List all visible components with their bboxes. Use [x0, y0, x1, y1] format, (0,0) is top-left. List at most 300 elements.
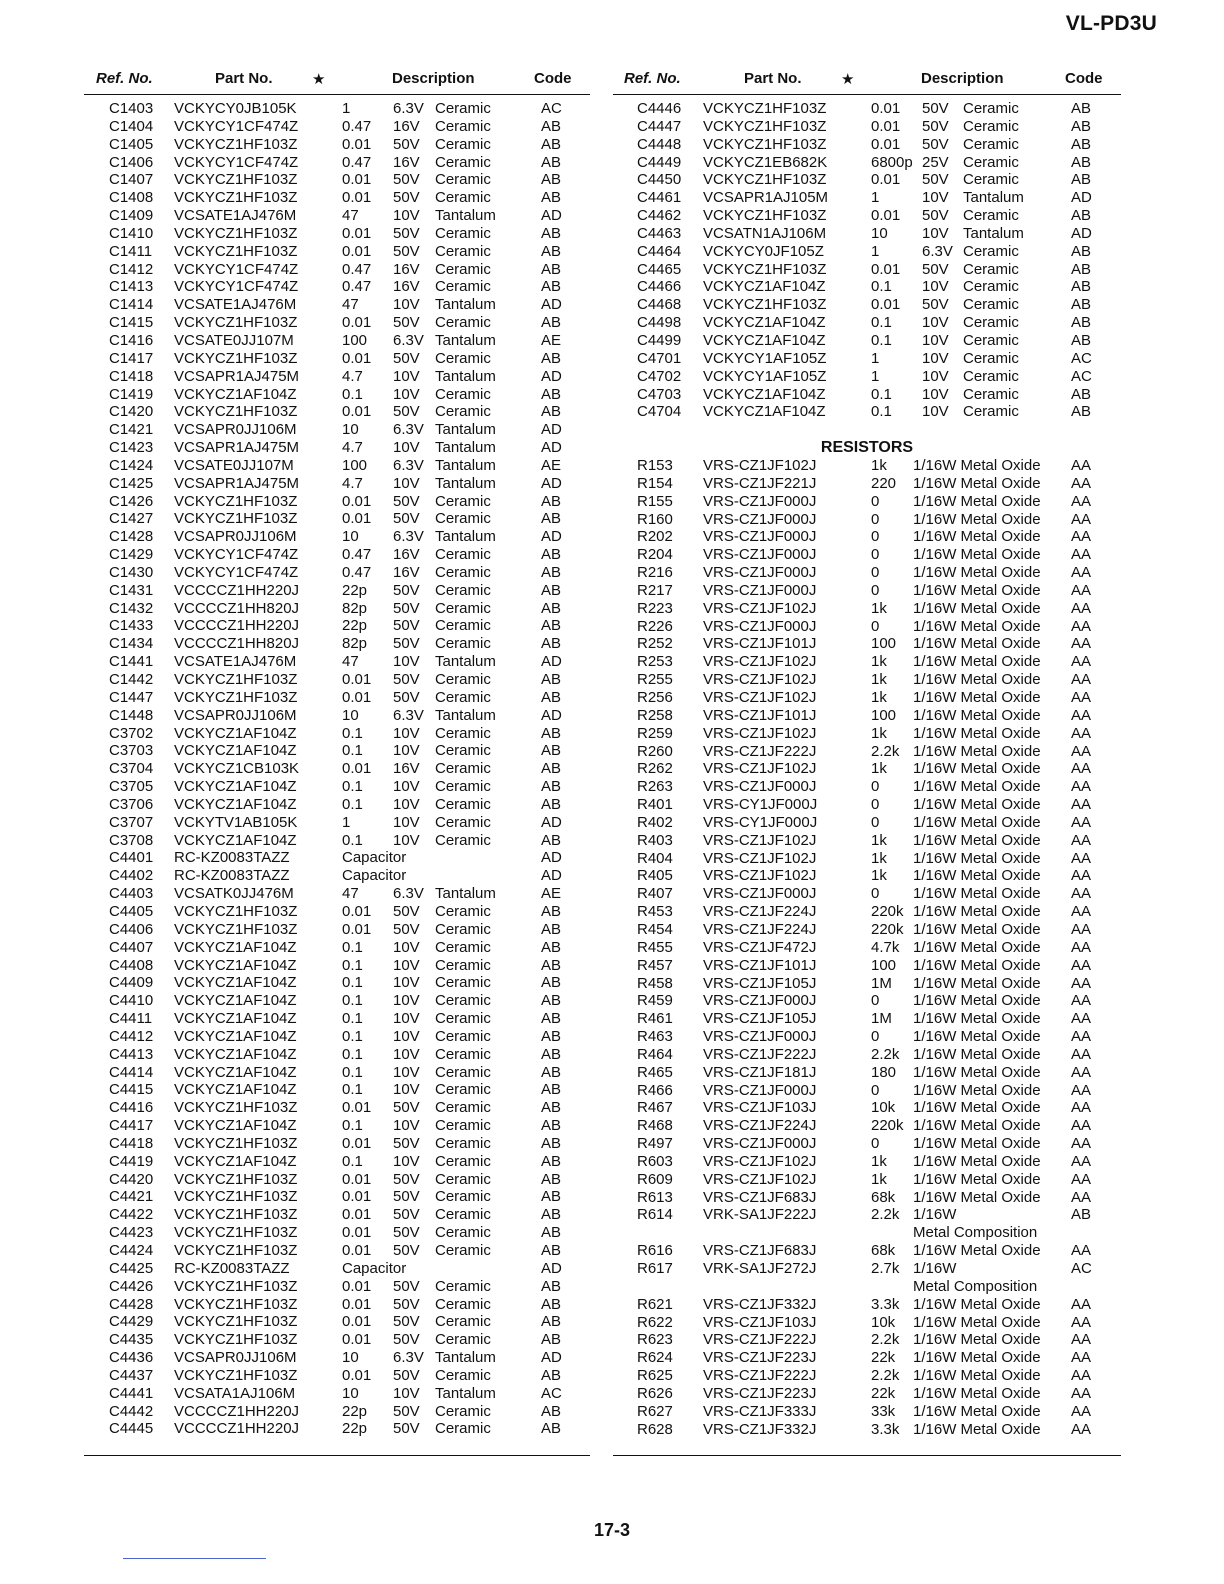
cell-part-no: VRS-CZ1JF000J	[703, 1028, 817, 1046]
cell-voltage: 10V	[393, 1081, 420, 1099]
cell-value: 4.7	[342, 367, 363, 385]
cell-code: AB	[541, 510, 562, 528]
cell-part-no: VRS-CZ1JF000J	[703, 546, 817, 564]
cell-part-no: VCKYCZ1HF103Z	[174, 1224, 298, 1242]
cell-part-no: RC-KZ0083TAZZ	[174, 849, 290, 867]
cell-part-no: VCCCCZ1HH820J	[174, 635, 300, 653]
cell-voltage: 50V	[393, 1366, 420, 1384]
capacitor-row	[84, 171, 590, 189]
cell-ref-no: C4403	[109, 885, 154, 903]
cell-part-no: VRS-CZ1JF332J	[703, 1295, 817, 1313]
cell-part-no: VCKYCY1CF474Z	[174, 563, 299, 581]
cell-part-no: VRS-CZ1JF223J	[703, 1384, 817, 1402]
cell-part-no: VRS-CZ1JF102J	[703, 599, 817, 617]
cell-code: AA	[1071, 564, 1092, 582]
cell-part-no: VRS-CZ1JF222J	[703, 1331, 817, 1349]
cell-part-no: VCKYCZ1AF104Z	[703, 403, 826, 421]
cell-code: AA	[1071, 1081, 1092, 1099]
cell-value: 220k	[871, 1117, 904, 1135]
cell-code: AD	[1071, 189, 1092, 207]
cell-rating: 1/16W Metal Oxide	[913, 1099, 1041, 1117]
cell-rating: 1/16W Metal Oxide	[913, 796, 1041, 814]
resistor-row	[613, 600, 1121, 618]
cell-code: AB	[541, 920, 562, 938]
cell-type: Ceramic	[435, 1027, 491, 1045]
cell-value: 47	[342, 653, 359, 671]
capacitor-row	[84, 725, 590, 743]
cell-value: 10k	[871, 1099, 896, 1117]
cell-ref-no: C1405	[109, 135, 154, 153]
header-code: Code	[534, 70, 572, 87]
cell-part-no: VRS-CZ1JF222J	[703, 742, 817, 760]
cell-value: 0	[871, 510, 880, 528]
cell-voltage: 50V	[393, 1331, 420, 1349]
cell-voltage: 16V	[393, 546, 420, 564]
cell-rating: 1/16W Metal Oxide	[913, 1420, 1041, 1438]
cell-type: Ceramic	[435, 260, 491, 278]
cell-code: AA	[1071, 920, 1092, 938]
cell-voltage: 16V	[393, 278, 420, 296]
cell-value: 1k	[871, 599, 887, 617]
cell-value: 0.1	[871, 403, 892, 421]
cell-type: Ceramic	[963, 171, 1019, 189]
page-number: 17-3	[593, 1520, 631, 1540]
cell-ref-no: C4498	[637, 314, 682, 332]
cell-voltage: 50V	[393, 617, 420, 635]
cell-code: AB	[541, 1152, 562, 1170]
capacitor-row	[84, 118, 590, 136]
capacitor-row	[84, 350, 590, 368]
capacitor-row	[84, 796, 590, 814]
cell-code: AE	[541, 456, 562, 474]
cell-rating: 1/16W Metal Oxide	[913, 1188, 1041, 1206]
cell-type: Ceramic	[435, 1331, 491, 1349]
resistor-row	[613, 493, 1121, 511]
cell-value: 0.1	[342, 831, 363, 849]
cell-rating: 1/16W Metal Oxide	[913, 653, 1041, 671]
cell-code: AD	[541, 849, 562, 867]
cell-part-no: VCSATE0JJ107M	[174, 456, 294, 474]
column-header	[613, 66, 1121, 92]
resistor-row	[613, 832, 1121, 850]
cell-code: AB	[1071, 260, 1092, 278]
cell-value: 0	[871, 813, 880, 831]
resistor-row	[613, 582, 1121, 600]
resistor-row	[613, 564, 1121, 582]
cell-value: 0.01	[342, 902, 372, 920]
cell-value: 100	[871, 706, 897, 724]
cell-value: 0.01	[342, 349, 372, 367]
cell-code: AC	[541, 100, 562, 117]
resistor-row	[613, 1082, 1121, 1100]
cell-ref-no: R454	[637, 920, 673, 938]
capacitor-row	[613, 386, 1121, 404]
cell-voltage: 50V	[393, 1134, 420, 1152]
cell-ref-no: R453	[637, 903, 673, 921]
cell-part-no: VCKYCZ1HF103Z	[174, 1099, 298, 1117]
cell-value: 0.1	[342, 974, 363, 992]
resistor-row	[613, 957, 1121, 975]
cell-type: Ceramic	[435, 599, 491, 617]
cell-ref-no: R204	[637, 546, 673, 564]
link-underline	[123, 1558, 266, 1559]
cell-type: Ceramic	[963, 260, 1019, 278]
cell-voltage: 50V	[393, 1242, 420, 1259]
cell-ref-no: C4462	[637, 207, 682, 225]
cell-type: Ceramic	[435, 635, 491, 653]
cell-part-no: VRS-CY1JF000J	[703, 813, 818, 831]
cell-ref-no: C4464	[637, 242, 682, 260]
cell-ref-no: C1429	[109, 546, 154, 564]
cell-ref-no: C1417	[109, 349, 154, 367]
cell-code: AA	[1071, 778, 1092, 796]
resistor-row	[613, 903, 1121, 921]
cell-rating: 1/16W	[913, 1206, 957, 1224]
cell-part-no: VCSATE1AJ476M	[174, 296, 297, 314]
cell-ref-no: R497	[637, 1135, 673, 1153]
cell-ref-no: R160	[637, 510, 673, 528]
cell-value: 0.01	[342, 171, 372, 189]
cell-type: Ceramic	[435, 938, 491, 956]
resistor-row	[613, 725, 1121, 743]
cell-part-no: VCKYCZ1HF103Z	[174, 902, 298, 920]
cell-type: Ceramic	[435, 510, 491, 528]
cell-type: Ceramic	[435, 100, 491, 117]
cell-code: AB	[1071, 385, 1092, 403]
capacitor-row	[84, 921, 590, 939]
resistor-row	[613, 867, 1121, 885]
capacitor-list-right	[613, 100, 1121, 421]
parts-column-left	[84, 66, 590, 1438]
capacitor-row	[84, 832, 590, 850]
resistor-row	[613, 528, 1121, 546]
resistors-section-title: RESISTORS	[820, 439, 914, 457]
cell-code: AA	[1071, 885, 1092, 903]
cell-value: 10k	[871, 1313, 896, 1331]
cell-code: AA	[1071, 1063, 1092, 1081]
header-part-no: Part No.	[744, 70, 802, 87]
cell-voltage: 6.3V	[393, 331, 424, 349]
cell-ref-no: C1421	[109, 421, 154, 439]
cell-rating: 1/16W Metal Oxide	[913, 599, 1041, 617]
cell-part-no: VCKYCZ1HF103Z	[174, 189, 298, 207]
cell-ref-no: R405	[637, 867, 673, 885]
cell-type: Ceramic	[435, 760, 491, 778]
cell-ref-no: C4429	[109, 1313, 154, 1331]
cell-code: AA	[1071, 813, 1092, 831]
cell-rating: 1/16W Metal Oxide	[913, 581, 1041, 599]
cell-part-no: VCKYCZ1AF104Z	[174, 1027, 297, 1045]
cell-code: AA	[1071, 1188, 1092, 1206]
resistor-row	[613, 1099, 1121, 1117]
cell-ref-no: C1426	[109, 492, 154, 510]
cell-ref-no: C1432	[109, 599, 154, 617]
cell-code: AB	[541, 974, 562, 992]
cell-type: Ceramic	[435, 278, 491, 296]
cell-code: AB	[541, 617, 562, 635]
cell-code: AD	[541, 296, 562, 314]
cell-ref-no: C4468	[637, 296, 682, 314]
cell-value: 2.2k	[871, 1206, 900, 1224]
cell-type: Tantalum	[435, 706, 496, 724]
cell-part-no: VCKYCZ1AF104Z	[174, 1081, 297, 1099]
cell-value: 0.01	[342, 314, 372, 332]
cell-part-no: VCSATA1AJ106M	[174, 1384, 296, 1402]
cell-code: AA	[1071, 599, 1092, 617]
cell-code: AA	[1071, 974, 1092, 992]
cell-voltage: 50V	[393, 902, 420, 920]
cell-part-no: VCKYCY0JF105Z	[703, 242, 824, 260]
cell-voltage: 50V	[922, 100, 949, 117]
cell-part-no: VCKYCY1CF474Z	[174, 546, 299, 564]
cell-part-no: VCKYCZ1HF103Z	[174, 314, 298, 332]
cell-value: 0.01	[342, 403, 372, 421]
cell-code: AA	[1071, 1045, 1092, 1063]
cell-value: 220	[871, 474, 897, 492]
cell-code: AA	[1071, 1099, 1092, 1117]
cell-value: 82p	[342, 599, 368, 617]
cell-type: Ceramic	[963, 296, 1019, 314]
capacitor-row	[84, 939, 590, 957]
cell-type: Ceramic	[435, 349, 491, 367]
cell-type: Tantalum	[435, 653, 496, 671]
cell-type: Tantalum	[435, 421, 496, 439]
cell-part-no: VRK-SA1JF222J	[703, 1206, 817, 1224]
cell-ref-no: C4499	[637, 331, 682, 349]
cell-ref-no: C4416	[109, 1099, 154, 1117]
cell-value: 0.1	[342, 1117, 363, 1135]
cell-code: AA	[1071, 1170, 1092, 1188]
cell-part-no: VRS-CZ1JF000J	[703, 617, 817, 635]
capacitor-row	[84, 1296, 590, 1314]
resistor-row	[613, 1349, 1121, 1367]
cell-value: 0.01	[342, 1242, 372, 1259]
capacitor-row	[84, 903, 590, 921]
capacitor-row	[84, 974, 590, 992]
cell-part-no: VCKYCZ1AF104Z	[703, 385, 826, 403]
header-description: Description	[921, 70, 1004, 87]
model-number: VL-PD3U	[1065, 12, 1157, 35]
cell-type: Ceramic	[435, 546, 491, 564]
capacitor-row	[84, 760, 590, 778]
cell-type: Ceramic	[435, 974, 491, 992]
cell-code: AA	[1071, 706, 1092, 724]
cell-value: 0.01	[342, 1331, 372, 1349]
cell-value: 22p	[342, 1420, 368, 1438]
cell-rating: 1/16W Metal Oxide	[913, 635, 1041, 653]
cell-code: AB	[541, 1366, 562, 1384]
cell-code: AA	[1071, 1331, 1092, 1349]
cell-voltage: 10V	[393, 724, 420, 742]
cell-value: 2.2k	[871, 1045, 900, 1063]
cell-value: 100	[871, 956, 897, 974]
cell-ref-no: C1416	[109, 331, 154, 349]
cell-part-no: VCKYCZ1CB103K	[174, 760, 300, 778]
cell-type: Ceramic	[963, 314, 1019, 332]
cell-value: 10	[342, 1349, 359, 1367]
cell-type: Ceramic	[435, 1277, 491, 1295]
cell-ref-no: C4465	[637, 260, 682, 278]
cell-ref-no: C4402	[109, 867, 154, 885]
cell-value: 0.01	[871, 100, 901, 117]
cell-ref-no: C4463	[637, 224, 682, 242]
cell-value: 0.01	[342, 1206, 372, 1224]
cell-ref-no: C4446	[637, 100, 682, 117]
cell-value: 2.7k	[871, 1260, 900, 1277]
cell-part-no: VCKYCZ1HF103Z	[703, 100, 827, 117]
cell-code: AE	[541, 885, 562, 903]
resistor-row	[613, 975, 1121, 993]
cell-ref-no: R623	[637, 1331, 673, 1349]
cell-code: AB	[541, 1063, 562, 1081]
cell-code: AD	[541, 207, 562, 225]
cell-code: AD	[541, 439, 562, 457]
resistor-row	[613, 689, 1121, 707]
capacitor-row	[84, 778, 590, 796]
cell-ref-no: C1410	[109, 224, 154, 242]
cell-rating: Metal Composition	[913, 1224, 1038, 1242]
cell-code: AB	[541, 385, 562, 403]
cell-part-no: VCKYCZ1AF104Z	[174, 742, 297, 760]
cell-voltage: 50V	[393, 1188, 420, 1206]
cell-code: AB	[541, 314, 562, 332]
cell-part-no: RC-KZ0083TAZZ	[174, 1259, 290, 1277]
cell-voltage: 50V	[393, 1206, 420, 1224]
cell-type: Ceramic	[435, 1188, 491, 1206]
cell-ref-no: C4704	[637, 403, 682, 421]
resistor-row	[613, 1331, 1121, 1349]
resistor-row	[613, 1028, 1121, 1046]
resistor-row	[613, 1242, 1121, 1260]
cell-value: 100	[342, 331, 368, 349]
cell-ref-no: C3708	[109, 831, 154, 849]
cell-voltage: 6.3V	[393, 885, 424, 903]
cell-part-no: VRS-CZ1JF102J	[703, 457, 817, 475]
cell-value: 6800p	[871, 153, 913, 171]
cell-part-no: VCKYCZ1HF103Z	[703, 296, 827, 314]
cell-voltage: 50V	[393, 314, 420, 332]
cell-ref-no: R464	[637, 1045, 673, 1063]
cell-value: 0.1	[342, 1010, 363, 1028]
resistor-row	[613, 939, 1121, 957]
cell-code: AA	[1071, 724, 1092, 742]
resistor-row	[613, 1296, 1121, 1314]
cell-value: 4.7	[342, 439, 363, 457]
capacitor-row	[84, 1242, 590, 1260]
cell-part-no: VRS-CZ1JF683J	[703, 1242, 817, 1260]
cell-voltage: 6.3V	[922, 242, 953, 260]
cell-rating: 1/16W Metal Oxide	[913, 564, 1041, 582]
cell-rating: 1/16W Metal Oxide	[913, 1367, 1041, 1385]
capacitor-row	[84, 1028, 590, 1046]
cell-code: AB	[541, 1081, 562, 1099]
cell-value: 22p	[342, 617, 368, 635]
cell-value: 1k	[871, 760, 887, 778]
cell-part-no: VRS-CZ1JF221J	[703, 474, 817, 492]
cell-part-no: VCKYCZ1HF103Z	[174, 492, 298, 510]
cell-value: 0.01	[342, 1313, 372, 1331]
cell-part-no: VCSATE1AJ476M	[174, 207, 297, 225]
resistor-row	[613, 1260, 1121, 1278]
cell-part-no: VCSAPR0JJ106M	[174, 706, 297, 724]
cell-part-no: VCKYCZ1HF103Z	[174, 349, 298, 367]
cell-ref-no: R617	[637, 1260, 673, 1277]
cell-type: Ceramic	[963, 349, 1019, 367]
header-ref-no: Ref. No.	[624, 70, 681, 87]
cell-code: AA	[1071, 760, 1092, 778]
cell-part-no: VRS-CZ1JF224J	[703, 920, 817, 938]
cell-value: 0	[871, 796, 880, 814]
cell-part-no: VCKYCZ1HF103Z	[703, 207, 827, 225]
cell-ref-no: R202	[637, 528, 673, 546]
capacitor-row	[84, 957, 590, 975]
header-star: ★	[312, 71, 326, 88]
cell-voltage: 50V	[393, 635, 420, 653]
cell-ref-no: C4461	[637, 189, 682, 207]
cell-value: 10	[871, 224, 888, 242]
cell-part-no: VRS-CZ1JF101J	[703, 635, 817, 653]
cell-voltage: 10V	[922, 331, 949, 349]
cell-value: 0.1	[342, 742, 363, 760]
cell-code: AB	[541, 1313, 562, 1331]
cell-part-no: VCKYCZ1HF103Z	[174, 171, 298, 189]
cell-voltage: 50V	[393, 1099, 420, 1117]
cell-voltage: 10V	[922, 403, 949, 421]
cell-part-no: VCKYCZ1HF103Z	[174, 1188, 298, 1206]
cell-type: Ceramic	[435, 1206, 491, 1224]
cell-value: 1	[871, 189, 880, 207]
cell-type: Ceramic	[963, 153, 1019, 171]
cell-value: 0.1	[871, 331, 892, 349]
cell-voltage: 10V	[393, 1010, 420, 1028]
cell-rating: 1/16W Metal Oxide	[913, 1045, 1041, 1063]
capacitor-row	[84, 1331, 590, 1349]
cell-part-no: VCKYCZ1HF103Z	[174, 510, 298, 528]
cell-type: Ceramic	[435, 992, 491, 1010]
cell-ref-no: R155	[637, 492, 673, 510]
resistor-row	[613, 707, 1121, 725]
cell-type: Tantalum	[435, 367, 496, 385]
cell-type: Ceramic	[435, 1295, 491, 1313]
cell-type: Ceramic	[435, 1099, 491, 1117]
capacitor-row	[84, 1349, 590, 1367]
cell-part-no: VCKYCZ1HF103Z	[174, 1313, 298, 1331]
cell-type: Ceramic	[435, 1045, 491, 1063]
cell-voltage: 50V	[922, 296, 949, 314]
cell-type: Ceramic	[435, 742, 491, 760]
resistor-row	[613, 457, 1121, 475]
cell-voltage: 50V	[393, 920, 420, 938]
cell-code: AB	[541, 403, 562, 421]
resistor-row	[613, 778, 1121, 796]
cell-ref-no: C4425	[109, 1259, 154, 1277]
capacitor-row	[84, 1171, 590, 1189]
resistor-row	[613, 1314, 1121, 1332]
cell-code: AD	[541, 813, 562, 831]
cell-value: 0	[871, 528, 880, 546]
cell-ref-no: C1427	[109, 510, 154, 528]
cell-ref-no: R253	[637, 653, 673, 671]
cell-ref-no: C4450	[637, 171, 682, 189]
cell-part-no: VCKYCY1CF474Z	[174, 117, 299, 135]
capacitor-row	[84, 1367, 590, 1385]
cell-ref-no: R260	[637, 742, 673, 760]
cell-code: AD	[541, 706, 562, 724]
capacitor-row	[84, 653, 590, 671]
cell-code: AA	[1071, 689, 1092, 706]
resistor-row	[613, 1385, 1121, 1403]
cell-part-no: VCKYCZ1AF104Z	[174, 795, 297, 813]
